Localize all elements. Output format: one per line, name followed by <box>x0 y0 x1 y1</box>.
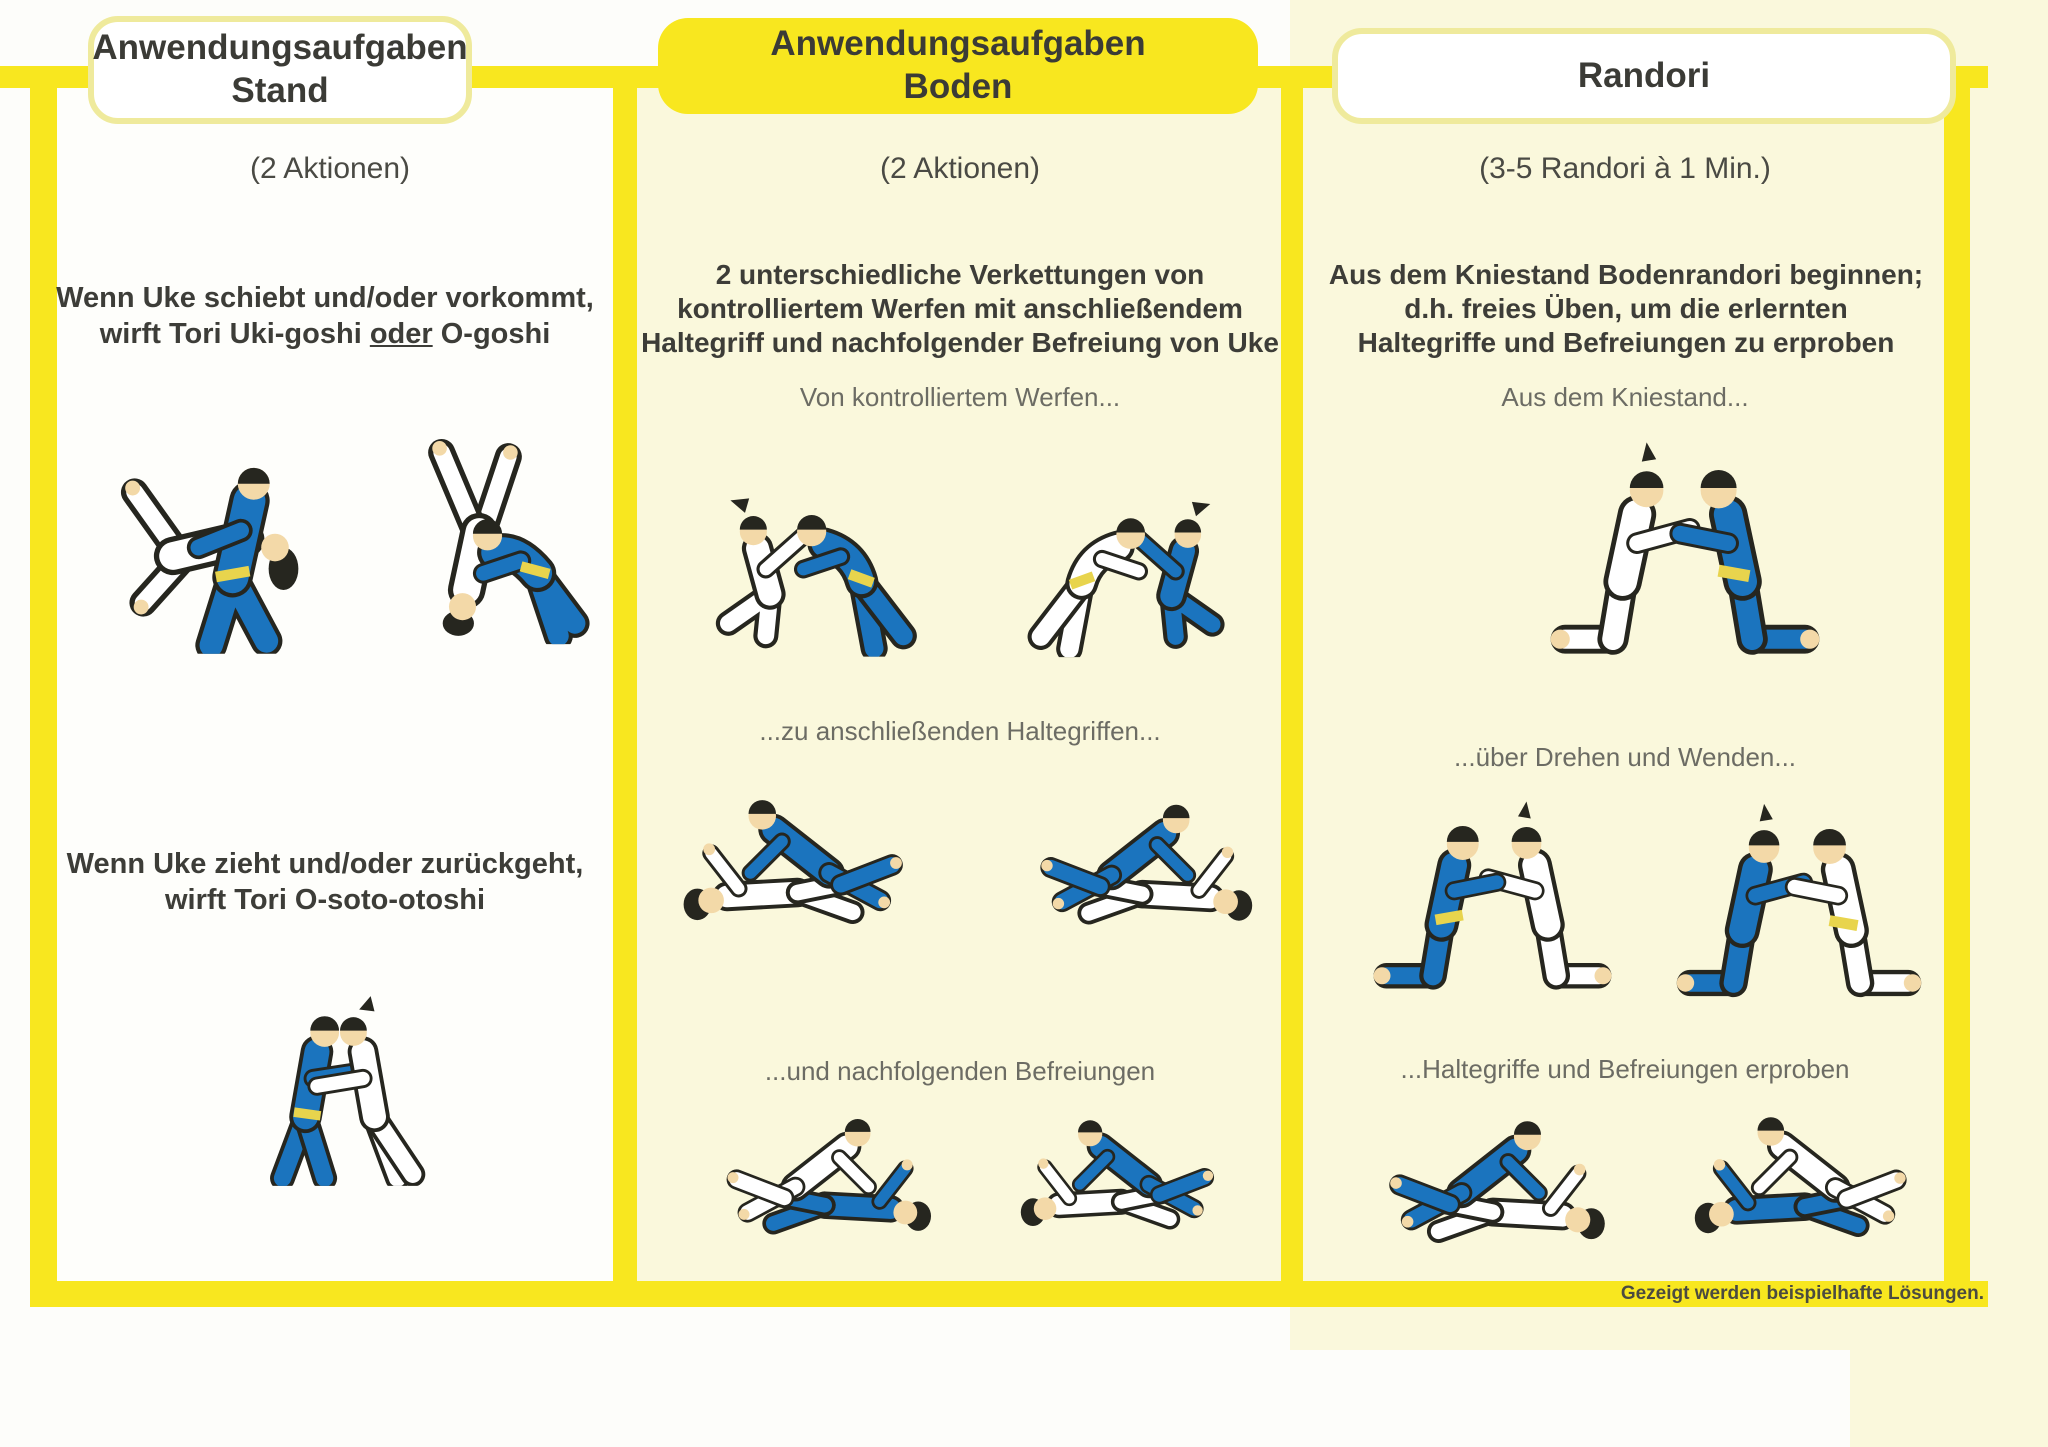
header-stand-line2: Stand <box>231 71 329 110</box>
boden-subtitle: (2 Aktionen) <box>879 152 1041 185</box>
header-boden-line1: Anwendungsaufgaben <box>770 24 1146 64</box>
stand-task1-pre: wirft Tori Uki-goshi <box>99 318 370 350</box>
figure-o-goshi <box>350 375 600 705</box>
randori-intro-line3: Haltegriffe und Befreiungen zu erproben <box>1357 327 1895 358</box>
stand-task1-text <box>45 280 605 352</box>
randori-subtitle: (3-5 Randori à 1 Min.) <box>1479 152 1771 185</box>
randori-intro-line2: d.h. freies Üben, um die erlernten <box>1404 293 1848 324</box>
figure-befreiung-links <box>678 1092 953 1267</box>
header-stand <box>88 16 472 124</box>
figure-o-soto-otoshi <box>225 940 455 1240</box>
randori-intro-line1: Aus dem Kniestand Bodenrandori beginnen; <box>1328 259 1924 290</box>
figure-boden-wurf-rechts <box>1000 430 1245 680</box>
header-boden-line2: Boden <box>903 67 1013 106</box>
stand-task2-line1: Wenn Uke zieht und/oder zurückgeht, <box>66 848 584 880</box>
boden-intro-line2: kontrolliertem Werfen mit anschließendem <box>677 293 1243 324</box>
header-stand-line1: Anwendungsaufgaben <box>92 28 468 68</box>
figure-kniestand-randori <box>1535 428 1835 668</box>
stand-task2-line2: wirft Tori O-soto-otoshi <box>164 884 486 916</box>
background-bottom-right-cream <box>1850 1305 2048 1447</box>
stand-task1-post: O-goshi <box>432 318 551 350</box>
separator-boden-randori <box>1281 88 1303 1281</box>
figure-haltegriff-rechts <box>990 780 1275 955</box>
boden-caption-1: Von kontrolliertem Werfen... <box>799 382 1121 412</box>
boden-intro <box>640 258 1280 360</box>
header-boden <box>658 18 1258 114</box>
stand-task1-line1: Wenn Uke schiebt und/oder vorkommt, <box>56 282 594 314</box>
header-randori <box>1332 28 1956 124</box>
boden-caption-3: ...und nachfolgenden Befreiungen <box>764 1056 1156 1086</box>
randori-caption-3: ...Haltegriffe und Befreiungen erproben <box>1400 1054 1850 1084</box>
stand-task2-text <box>45 846 605 918</box>
figure-boden-wurf-links <box>695 435 945 670</box>
footnote-text: Gezeigt werden beispielhafte Lösungen. <box>1620 1283 1984 1304</box>
frame-left-bar <box>30 66 57 1307</box>
figure-wenden <box>1668 790 1930 1010</box>
randori-caption-2: ...über Drehen und Wenden... <box>1453 742 1797 772</box>
stand-task1-line2 <box>45 316 605 352</box>
stand-task1-oder: oder <box>369 318 433 350</box>
randori-intro <box>1308 258 1944 360</box>
header-randori-title: Randori <box>1577 55 1711 95</box>
figure-uki-goshi <box>105 390 360 705</box>
boden-caption-2: ...zu anschließenden Haltegriffen... <box>759 716 1161 746</box>
randori-caption-1: Aus dem Kniestand... <box>1501 382 1749 412</box>
figure-haltegriff-links <box>660 775 955 955</box>
separator-stand-boden <box>613 88 637 1281</box>
boden-intro-line1: 2 unterschiedliche Verkettungen von <box>715 259 1205 290</box>
figure-befreiung-erproben <box>1672 1080 1957 1280</box>
figure-befreiung-rechts <box>1000 1085 1260 1270</box>
boden-intro-line3: Haltegriff und nachfolgender Befreiung von Uke <box>641 327 1279 358</box>
figure-drehen <box>1365 780 1620 1010</box>
figure-haltegriff-erproben <box>1338 1095 1628 1275</box>
stand-subtitle: (2 Aktionen) <box>249 152 411 185</box>
